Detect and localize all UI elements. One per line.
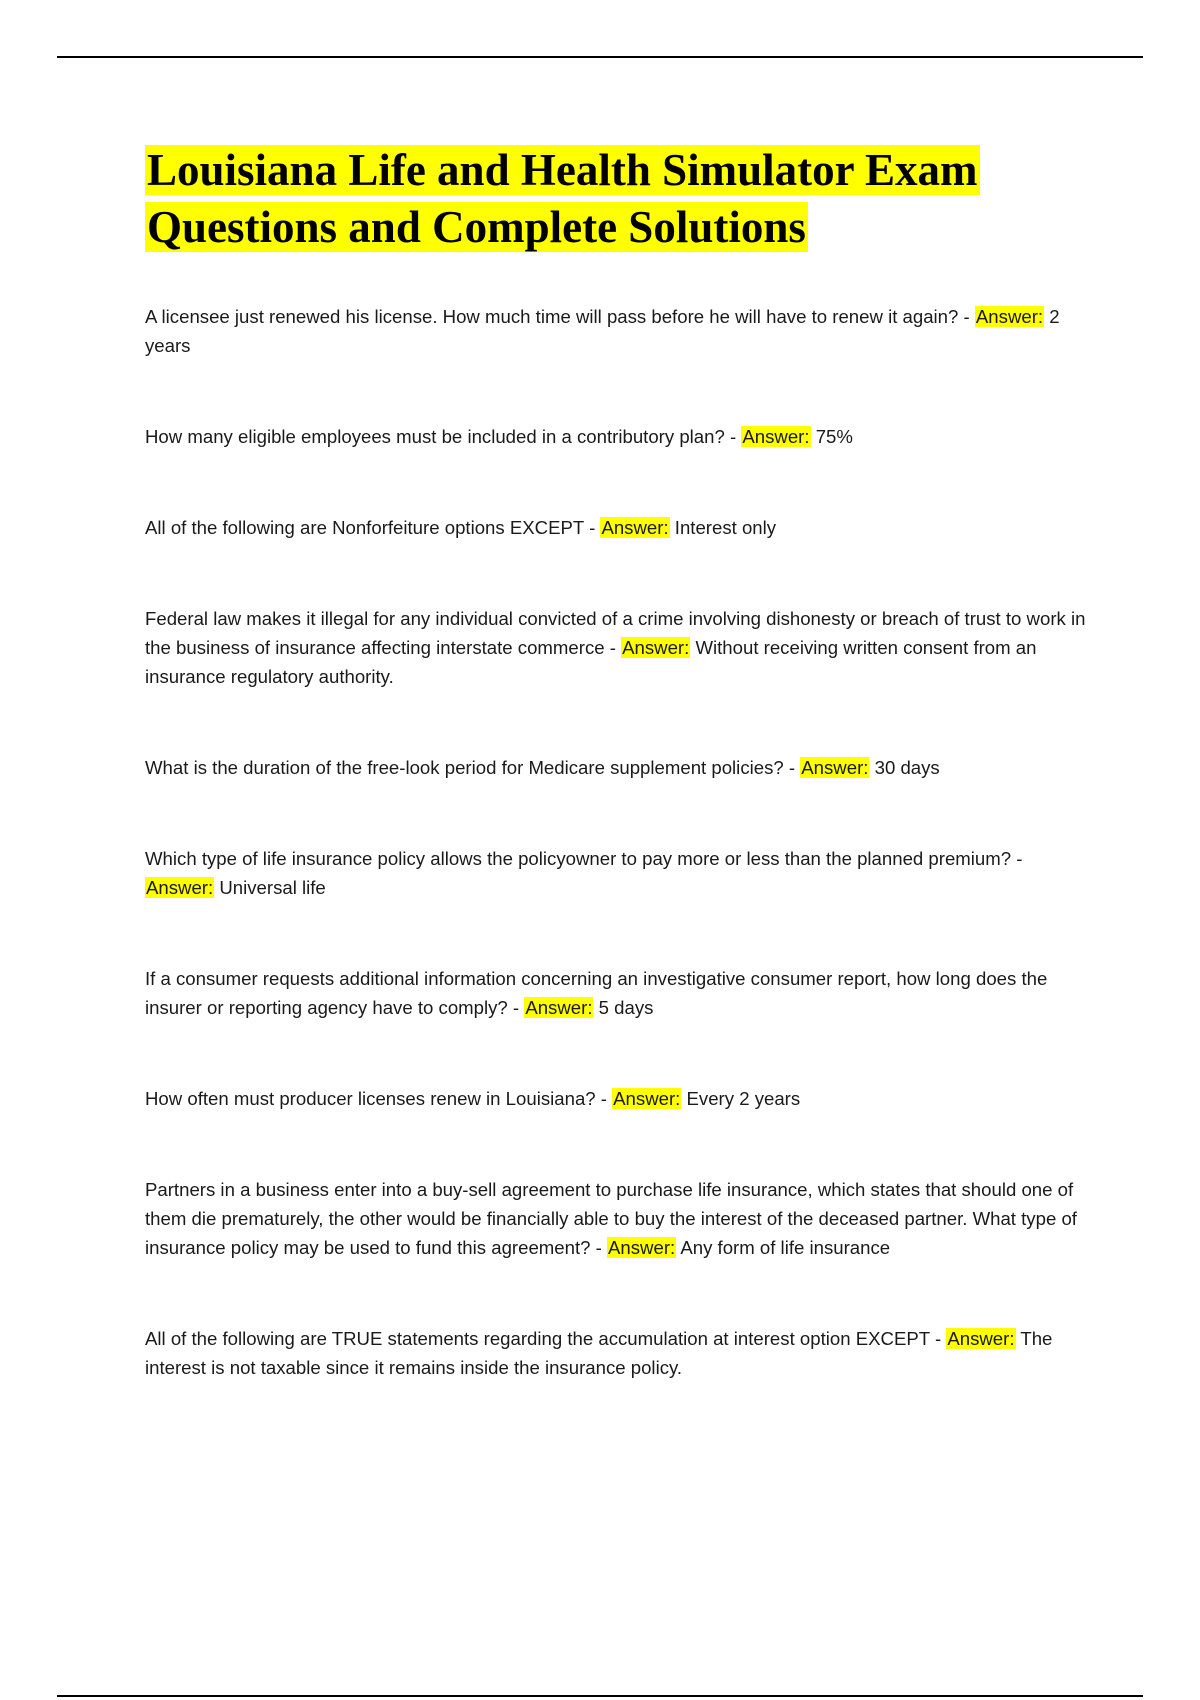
answer-text: Every 2 years (686, 1088, 801, 1109)
question-text: All of the following are Nonforfeiture options EXCEPT - (145, 517, 596, 538)
answer-text: 30 days (874, 757, 940, 778)
qa-item (145, 964, 1090, 1022)
answer-text: Without receiving written consent from an insurance regulatory authority. (145, 637, 1037, 687)
answer-label: Answer: (947, 1328, 1015, 1349)
qa-item (145, 604, 1090, 691)
qa-item (145, 513, 1090, 542)
question-text: If a consumer requests additional information concerning an investigative consumer report, how long does the insurer or reporting agency have to comply? - (145, 968, 1048, 1018)
question-text: Which type of life insurance policy allows the policyowner to pay more or less than the planned premium? - (145, 848, 1023, 869)
answer-text: Any form of life insurance (680, 1237, 891, 1258)
top-rule (57, 56, 1143, 58)
answer-label: Answer: (146, 877, 214, 898)
title-highlight: Louisiana Life and Health Simulator Exam Questions and Complete Solutions (147, 145, 978, 252)
qa-item (145, 1084, 1090, 1113)
document-title (145, 142, 1090, 256)
answer-label: Answer: (525, 997, 593, 1018)
answer-label: Answer: (613, 1088, 681, 1109)
qa-item (145, 1175, 1090, 1262)
answer-text: Interest only (674, 517, 777, 538)
answer-label: Answer: (601, 517, 669, 538)
answer-label: Answer: (608, 1237, 676, 1258)
qa-item (145, 753, 1090, 782)
question-text: A licensee just renewed his license. How much time will pass before he will have to renew it again? - (145, 306, 970, 327)
question-text: Partners in a business enter into a buy-sell agreement to purchase life insurance, which states that should one of them die prematurely, the other would be financially able to buy the interest of the deceased partner. What type of insurance policy may be used to fund this agreement? - (145, 1179, 1077, 1258)
question-text: What is the duration of the free-look period for Medicare supplement policies? - (145, 757, 796, 778)
question-text: All of the following are TRUE statements regarding the accumulation at interest option EXCEPT - (145, 1328, 942, 1349)
answer-text: 5 days (598, 997, 654, 1018)
question-text: How many eligible employees must be included in a contributory plan? - (145, 426, 737, 447)
answer-label: Answer: (801, 757, 869, 778)
answer-text: The interest is not taxable since it remains inside the insurance policy. (145, 1328, 1053, 1378)
answer-text: 75% (815, 426, 853, 447)
question-text: Federal law makes it illegal for any individual convicted of a crime involving dishonesty or breach of trust to work in the business of insurance affecting interstate commerce - (145, 608, 1086, 658)
answer-text: 2 years (145, 306, 1060, 356)
answer-label: Answer: (742, 426, 810, 447)
answer-label: Answer: (975, 306, 1044, 327)
question-text: How often must producer licenses renew in Louisiana? - (145, 1088, 607, 1109)
bottom-rule (57, 1695, 1143, 1697)
qa-item (145, 422, 1090, 451)
qa-item (145, 844, 1090, 902)
qa-item (145, 1324, 1090, 1382)
answer-text: Universal life (219, 877, 326, 898)
answer-label: Answer: (622, 637, 690, 658)
document-content (145, 142, 1090, 1444)
qa-item (145, 302, 1090, 360)
